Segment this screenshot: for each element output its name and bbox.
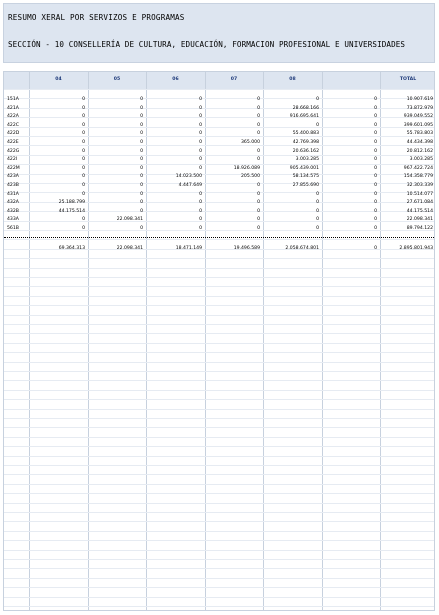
row-divider (4, 503, 434, 504)
table-cell: 0 (257, 122, 260, 128)
table-cell: 4.447.649 (178, 183, 202, 188)
row-code: 422M (7, 165, 20, 171)
table-cell: 0 (140, 122, 143, 128)
table-cell: 0 (199, 226, 202, 231)
table-cell: 967.422.724 (403, 165, 433, 171)
column-header: 07 (230, 77, 238, 82)
row-code: 422D (7, 131, 20, 137)
row-divider (4, 484, 434, 485)
row-code: 421A (7, 105, 19, 111)
table-cell: 0 (199, 208, 202, 214)
row-divider (4, 597, 434, 598)
row-code: 422A (7, 114, 19, 120)
row-divider (4, 296, 434, 297)
row-divider (4, 305, 434, 306)
table-cell: 0 (316, 217, 319, 223)
table-cell: 0 (257, 208, 260, 214)
table-cell: 0 (374, 131, 377, 137)
table-cell: 32.303.339 (406, 183, 433, 188)
row-code: 423A (7, 174, 19, 180)
table-cell: 27.671.084 (406, 200, 433, 206)
table-cell: 0 (316, 200, 319, 206)
total-cell: 19.496.589 (233, 245, 260, 251)
table-cell: 0 (140, 157, 143, 163)
table-cell: 0 (257, 105, 260, 111)
table-cell: 0 (374, 140, 377, 145)
table-cell: 10.514.077 (406, 191, 433, 197)
row-divider (4, 493, 434, 494)
table-cell: 0 (82, 183, 85, 188)
table-cell: 916.695.641 (289, 114, 319, 120)
table-cell: 0 (199, 140, 202, 145)
row-divider (4, 474, 434, 475)
table-cell: 0 (257, 131, 260, 137)
row-divider (4, 324, 434, 325)
row-divider (4, 286, 434, 287)
table-cell: 0 (140, 174, 143, 180)
table-cell: 0 (257, 148, 260, 154)
table-cell: 18.926.089 (233, 165, 260, 171)
row-code: 432B (7, 208, 19, 214)
table-cell: 0 (199, 200, 202, 206)
table-cell: 0 (82, 226, 85, 231)
row-divider (4, 606, 434, 607)
row-divider (4, 465, 434, 466)
table-cell: 3.003.285 (295, 157, 319, 163)
row-divider (4, 399, 434, 400)
row-divider (4, 587, 434, 588)
row-divider (4, 521, 434, 522)
row-code: 432A (7, 200, 19, 206)
table-cell: 44.434.398 (406, 140, 433, 145)
row-divider (4, 568, 434, 569)
table-cell: 0 (82, 114, 85, 120)
table-cell: 0 (82, 174, 85, 180)
table-cell: 0 (374, 208, 377, 214)
table-cell: 0 (199, 148, 202, 154)
table-cell: 0 (199, 97, 202, 102)
table-cell: 0 (374, 114, 377, 120)
table-cell: 22.098.341 (406, 217, 433, 223)
table-cell: 0 (199, 191, 202, 197)
row-divider (4, 456, 434, 457)
total-cell: 2.895.801.943 (399, 245, 433, 251)
row-divider (4, 315, 434, 316)
table-cell: 0 (140, 131, 143, 137)
table-cell: 0 (82, 217, 85, 223)
row-code: 422E (7, 140, 19, 145)
table-cell: 365.000 (241, 140, 260, 145)
table-cell: 55.783.803 (406, 131, 433, 137)
row-divider (4, 155, 434, 156)
row-divider (4, 427, 434, 428)
row-divider (4, 239, 434, 240)
report-title: RESUMO XERAL POR SERVIZOS E PROGRAMAS (8, 13, 185, 22)
table-cell: 0 (140, 140, 143, 145)
table-cell: 0 (257, 183, 260, 188)
table-cell: 3.003.285 (409, 157, 433, 163)
table-cell: 55.400.883 (292, 131, 319, 137)
table-cell: 22.098.341 (116, 217, 143, 223)
table-cell: 0 (257, 191, 260, 197)
row-divider (4, 352, 434, 353)
row-divider (4, 559, 434, 560)
table-cell: 0 (257, 97, 260, 102)
table-cell: 0 (374, 174, 377, 180)
table-cell: 0 (374, 165, 377, 171)
report-section: SECCIÓN - 10 CONSELLERÍA DE CULTURA, EDUCACIÓN, FORMACION PROFESIONAL E UNIVERSIDADES (8, 40, 406, 49)
table-cell: 0 (140, 114, 143, 120)
row-divider (4, 446, 434, 447)
table-cell: 0 (140, 191, 143, 197)
table-cell: 0 (199, 157, 202, 163)
table-cell: 0 (257, 217, 260, 223)
table-cell: 0 (316, 191, 319, 197)
table-cell: 0 (374, 148, 377, 154)
table-cell: 0 (82, 157, 85, 163)
table-cell: 0 (82, 140, 85, 145)
report-page (3, 3, 435, 611)
row-divider (4, 409, 434, 410)
table-cell: 25.188.799 (58, 200, 85, 206)
table-cell: 58.134.575 (292, 174, 319, 180)
total-cell: 69.364.313 (58, 245, 85, 251)
table-cell: 0 (257, 114, 260, 120)
row-divider (4, 540, 434, 541)
table-cell: 0 (374, 226, 377, 231)
table-cell: 20.812.162 (406, 148, 433, 154)
row-divider (4, 390, 434, 391)
table-cell: 0 (374, 122, 377, 128)
table-cell: 0 (199, 217, 202, 223)
row-divider (4, 418, 434, 419)
table-cell: 0 (374, 200, 377, 206)
summary-table (3, 71, 435, 611)
row-code: 433A (7, 217, 19, 223)
row-divider (4, 268, 434, 269)
table-cell: 73.872.979 (406, 105, 433, 111)
table-cell: 0 (316, 97, 319, 102)
table-cell: 0 (257, 200, 260, 206)
column-header: 08 (289, 77, 296, 82)
table-cell: 0 (140, 200, 143, 206)
table-cell: 0 (140, 226, 143, 231)
row-divider (4, 277, 434, 278)
row-code: 431A (7, 191, 19, 197)
table-cell: 0 (374, 191, 377, 197)
total-cell: 0 (374, 245, 377, 251)
table-cell: 0 (82, 148, 85, 154)
table-cell: 0 (374, 157, 377, 163)
row-divider (4, 437, 434, 438)
table-cell: 0 (140, 183, 143, 188)
table-cell: 44.175.514 (58, 208, 85, 214)
table-cell: 154.358.779 (403, 174, 433, 180)
table-cell: 0 (140, 105, 143, 111)
column-header: 05 (113, 77, 121, 82)
table-cell: 0 (82, 97, 85, 102)
table-cell: 399.601.095 (403, 122, 433, 128)
table-cell: 0 (316, 208, 319, 214)
row-divider (4, 531, 434, 532)
row-divider (4, 512, 434, 513)
table-cell: 0 (199, 131, 202, 137)
table-cell: 0 (316, 226, 319, 231)
table-cell: 939.049.552 (403, 114, 433, 120)
column-header: TOTAL (399, 77, 417, 82)
table-cell: 905.439.001 (289, 165, 319, 171)
table-cell: 0 (257, 157, 260, 163)
table-cell: 0 (140, 97, 143, 102)
row-code: 151A (7, 97, 19, 102)
totals-separator (4, 237, 434, 238)
row-divider (4, 343, 434, 344)
row-code: 561B (7, 226, 19, 231)
table-cell: 0 (374, 97, 377, 102)
table-cell: 89.794.122 (406, 226, 433, 231)
column-header: 04 (55, 77, 62, 82)
table-cell: 0 (82, 105, 85, 111)
column-header: 06 (172, 77, 179, 82)
table-cell: 44.175.514 (406, 208, 433, 214)
total-cell: 22.098.341 (116, 245, 143, 251)
table-cell: 0 (199, 122, 202, 128)
table-cell: 0 (316, 122, 319, 128)
table-cell: 0 (140, 208, 143, 214)
table-cell: 0 (140, 148, 143, 154)
table-cell: 0 (374, 183, 377, 188)
table-cell: 0 (199, 165, 202, 171)
row-divider (4, 578, 434, 579)
row-divider (4, 258, 434, 259)
report-header (3, 3, 435, 63)
row-code: 423B (7, 183, 19, 188)
table-cell: 0 (199, 114, 202, 120)
row-divider (4, 333, 434, 334)
row-code: 422G (7, 148, 20, 154)
table-cell: 0 (82, 122, 85, 128)
row-divider (4, 550, 434, 551)
table-cell: 27.855.690 (292, 183, 319, 188)
table-cell: 0 (374, 105, 377, 111)
total-cell: 2.058.674.801 (285, 245, 319, 251)
table-cell: 10.907.619 (406, 97, 433, 102)
table-cell: 0 (140, 165, 143, 171)
table-cell: 0 (374, 217, 377, 223)
total-cell: 18.471.149 (175, 245, 202, 251)
table-cell: 0 (199, 105, 202, 111)
table-cell: 0 (82, 131, 85, 137)
row-divider (4, 380, 434, 381)
row-code: 422C (7, 122, 19, 128)
table-cell: 0 (257, 226, 260, 231)
table-cell: 42.769.398 (292, 140, 319, 145)
table-cell: 20.636.162 (292, 148, 319, 154)
table-cell: 0 (82, 191, 85, 197)
row-divider (4, 89, 434, 90)
table-cell: 0 (82, 165, 85, 171)
table-cell: 14.023.500 (175, 174, 202, 180)
table-cell: 28.668.166 (292, 105, 319, 111)
row-divider (4, 362, 434, 363)
table-cell: 205.500 (241, 174, 260, 180)
row-code: 422I (7, 157, 18, 163)
row-divider (4, 371, 434, 372)
